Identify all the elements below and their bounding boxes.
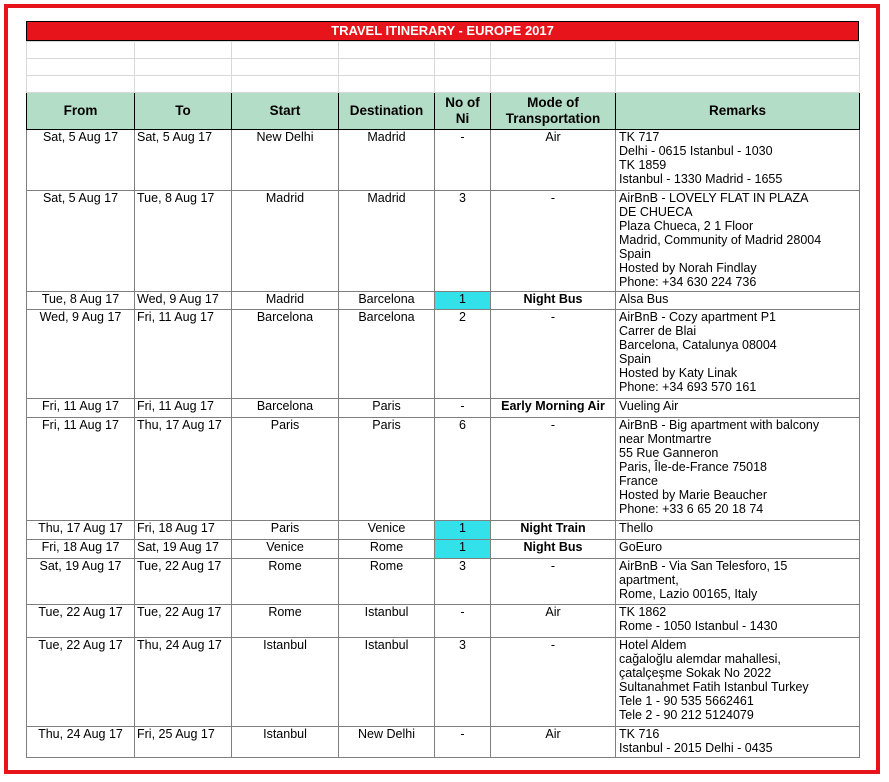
header-row	[27, 93, 860, 130]
remarks-cell: GoEuro	[616, 540, 860, 559]
remarks-cell: TK 1862 Rome - 1050 Istanbul - 1430	[616, 605, 860, 638]
blank-row	[27, 76, 860, 93]
table-row	[27, 292, 860, 310]
start-cell: Barcelona	[232, 399, 339, 418]
mode-cell: Night Bus	[491, 292, 616, 310]
destination-cell: Madrid	[339, 191, 435, 292]
destination-cell: Istanbul	[339, 638, 435, 727]
from-cell: Sat, 19 Aug 17	[27, 559, 135, 605]
col-header-to: To	[135, 93, 232, 130]
mode-cell: Night Train	[491, 521, 616, 540]
mode-cell: Early Morning Air	[491, 399, 616, 418]
to-cell: Sat, 19 Aug 17	[135, 540, 232, 559]
blank-row	[27, 42, 860, 59]
mode-cell: Night Bus	[491, 540, 616, 559]
start-cell: Madrid	[232, 191, 339, 292]
to-cell: Sat, 5 Aug 17	[135, 130, 232, 191]
from-cell: Fri, 18 Aug 17	[27, 540, 135, 559]
destination-cell: Barcelona	[339, 292, 435, 310]
table-row	[27, 727, 860, 758]
nights-cell: 1	[435, 292, 491, 310]
from-cell: Fri, 11 Aug 17	[27, 399, 135, 418]
to-cell: Wed, 9 Aug 17	[135, 292, 232, 310]
from-cell: Fri, 11 Aug 17	[27, 418, 135, 521]
mode-cell: -	[491, 310, 616, 399]
start-cell: Istanbul	[232, 638, 339, 727]
to-cell: Tue, 22 Aug 17	[135, 559, 232, 605]
col-header-mode: Mode of Transportation	[491, 93, 616, 130]
to-cell: Fri, 11 Aug 17	[135, 310, 232, 399]
destination-cell: Madrid	[339, 130, 435, 191]
start-cell: Paris	[232, 521, 339, 540]
remarks-cell: AirBnB - Big apartment with balcony near Montmartre 55 Rue Ganneron Paris, Île-de-France 75018 France Hosted by Marie Beaucher Phone: +33 6 65 20 18 74	[616, 418, 860, 521]
col-header-remarks: Remarks	[616, 93, 860, 130]
from-cell: Wed, 9 Aug 17	[27, 310, 135, 399]
table-row	[27, 521, 860, 540]
remarks-cell: Alsa Bus	[616, 292, 860, 310]
table-row	[27, 130, 860, 191]
itinerary-rows	[27, 130, 860, 758]
from-cell: Thu, 24 Aug 17	[27, 727, 135, 758]
destination-cell: Rome	[339, 540, 435, 559]
start-cell: Madrid	[232, 292, 339, 310]
start-cell: Rome	[232, 605, 339, 638]
col-header-destination: Destination	[339, 93, 435, 130]
remarks-cell: TK 717 Delhi - 0615 Istanbul - 1030 TK 1859 Istanbul - 1330 Madrid - 1655	[616, 130, 860, 191]
nights-cell: 1	[435, 540, 491, 559]
nights-cell: 1	[435, 521, 491, 540]
from-cell: Tue, 8 Aug 17	[27, 292, 135, 310]
nights-cell: -	[435, 605, 491, 638]
mode-cell: Air	[491, 727, 616, 758]
nights-cell: 3	[435, 559, 491, 605]
to-cell: Fri, 25 Aug 17	[135, 727, 232, 758]
nights-cell: 6	[435, 418, 491, 521]
table-row	[27, 418, 860, 521]
start-cell: Paris	[232, 418, 339, 521]
to-cell: Fri, 18 Aug 17	[135, 521, 232, 540]
start-cell: Rome	[232, 559, 339, 605]
start-cell: Barcelona	[232, 310, 339, 399]
nights-cell: 3	[435, 638, 491, 727]
sheet-title: TRAVEL ITINERARY - EUROPE 2017	[26, 21, 859, 41]
header-group	[27, 93, 860, 130]
mode-cell: Air	[491, 130, 616, 191]
mode-cell: Air	[491, 605, 616, 638]
table-row	[27, 310, 860, 399]
destination-cell: Rome	[339, 559, 435, 605]
table-row	[27, 540, 860, 559]
table-row	[27, 399, 860, 418]
destination-cell: New Delhi	[339, 727, 435, 758]
destination-cell: Barcelona	[339, 310, 435, 399]
to-cell: Thu, 24 Aug 17	[135, 638, 232, 727]
col-header-start: Start	[232, 93, 339, 130]
from-cell: Tue, 22 Aug 17	[27, 605, 135, 638]
from-cell: Tue, 22 Aug 17	[27, 638, 135, 727]
start-cell: Venice	[232, 540, 339, 559]
from-cell: Thu, 17 Aug 17	[27, 521, 135, 540]
table-row	[27, 559, 860, 605]
to-cell: Tue, 22 Aug 17	[135, 605, 232, 638]
nights-cell: -	[435, 130, 491, 191]
to-cell: Thu, 17 Aug 17	[135, 418, 232, 521]
col-header-nights: No of Ni	[435, 93, 491, 130]
col-header-from: From	[27, 93, 135, 130]
remarks-cell: TK 716 Istanbul - 2015 Delhi - 0435	[616, 727, 860, 758]
destination-cell: Venice	[339, 521, 435, 540]
destination-cell: Istanbul	[339, 605, 435, 638]
start-cell: New Delhi	[232, 130, 339, 191]
destination-cell: Paris	[339, 399, 435, 418]
mode-cell: -	[491, 638, 616, 727]
table-row	[27, 605, 860, 638]
mode-cell: -	[491, 191, 616, 292]
table-row	[27, 191, 860, 292]
remarks-cell: Thello	[616, 521, 860, 540]
nights-cell: 2	[435, 310, 491, 399]
nights-cell: -	[435, 399, 491, 418]
remarks-cell: Hotel Aldem cağaloğlu alemdar mahallesi, çatalçeşme Sokak No 2022 Sultanahmet Fatih Istanbul Turkey Tele 1 - 90 535 5662461 Tele 2 - 90 212 5124079	[616, 638, 860, 727]
from-cell: Sat, 5 Aug 17	[27, 130, 135, 191]
destination-cell: Paris	[339, 418, 435, 521]
blank-row	[27, 59, 860, 76]
to-cell: Tue, 8 Aug 17	[135, 191, 232, 292]
mode-cell: -	[491, 418, 616, 521]
itinerary-table	[26, 41, 860, 758]
remarks-cell: AirBnB - Via San Telesforo, 15 apartment, Rome, Lazio 00165, Italy	[616, 559, 860, 605]
remarks-cell: Vueling Air	[616, 399, 860, 418]
remarks-cell: AirBnB - Cozy apartment P1 Carrer de Blai Barcelona, Catalunya 08004 Spain Hosted by Katy Linak Phone: +34 693 570 161	[616, 310, 860, 399]
nights-cell: 3	[435, 191, 491, 292]
nights-cell: -	[435, 727, 491, 758]
start-cell: Istanbul	[232, 727, 339, 758]
from-cell: Sat, 5 Aug 17	[27, 191, 135, 292]
table-row	[27, 638, 860, 727]
mode-cell: -	[491, 559, 616, 605]
blank-rows	[27, 42, 860, 93]
remarks-cell: AirBnB - LOVELY FLAT IN PLAZA DE CHUECA Plaza Chueca, 2 1 Floor Madrid, Community of Madrid 28004 Spain Hosted by Norah Findlay Phone: +34 630 224 736	[616, 191, 860, 292]
to-cell: Fri, 11 Aug 17	[135, 399, 232, 418]
